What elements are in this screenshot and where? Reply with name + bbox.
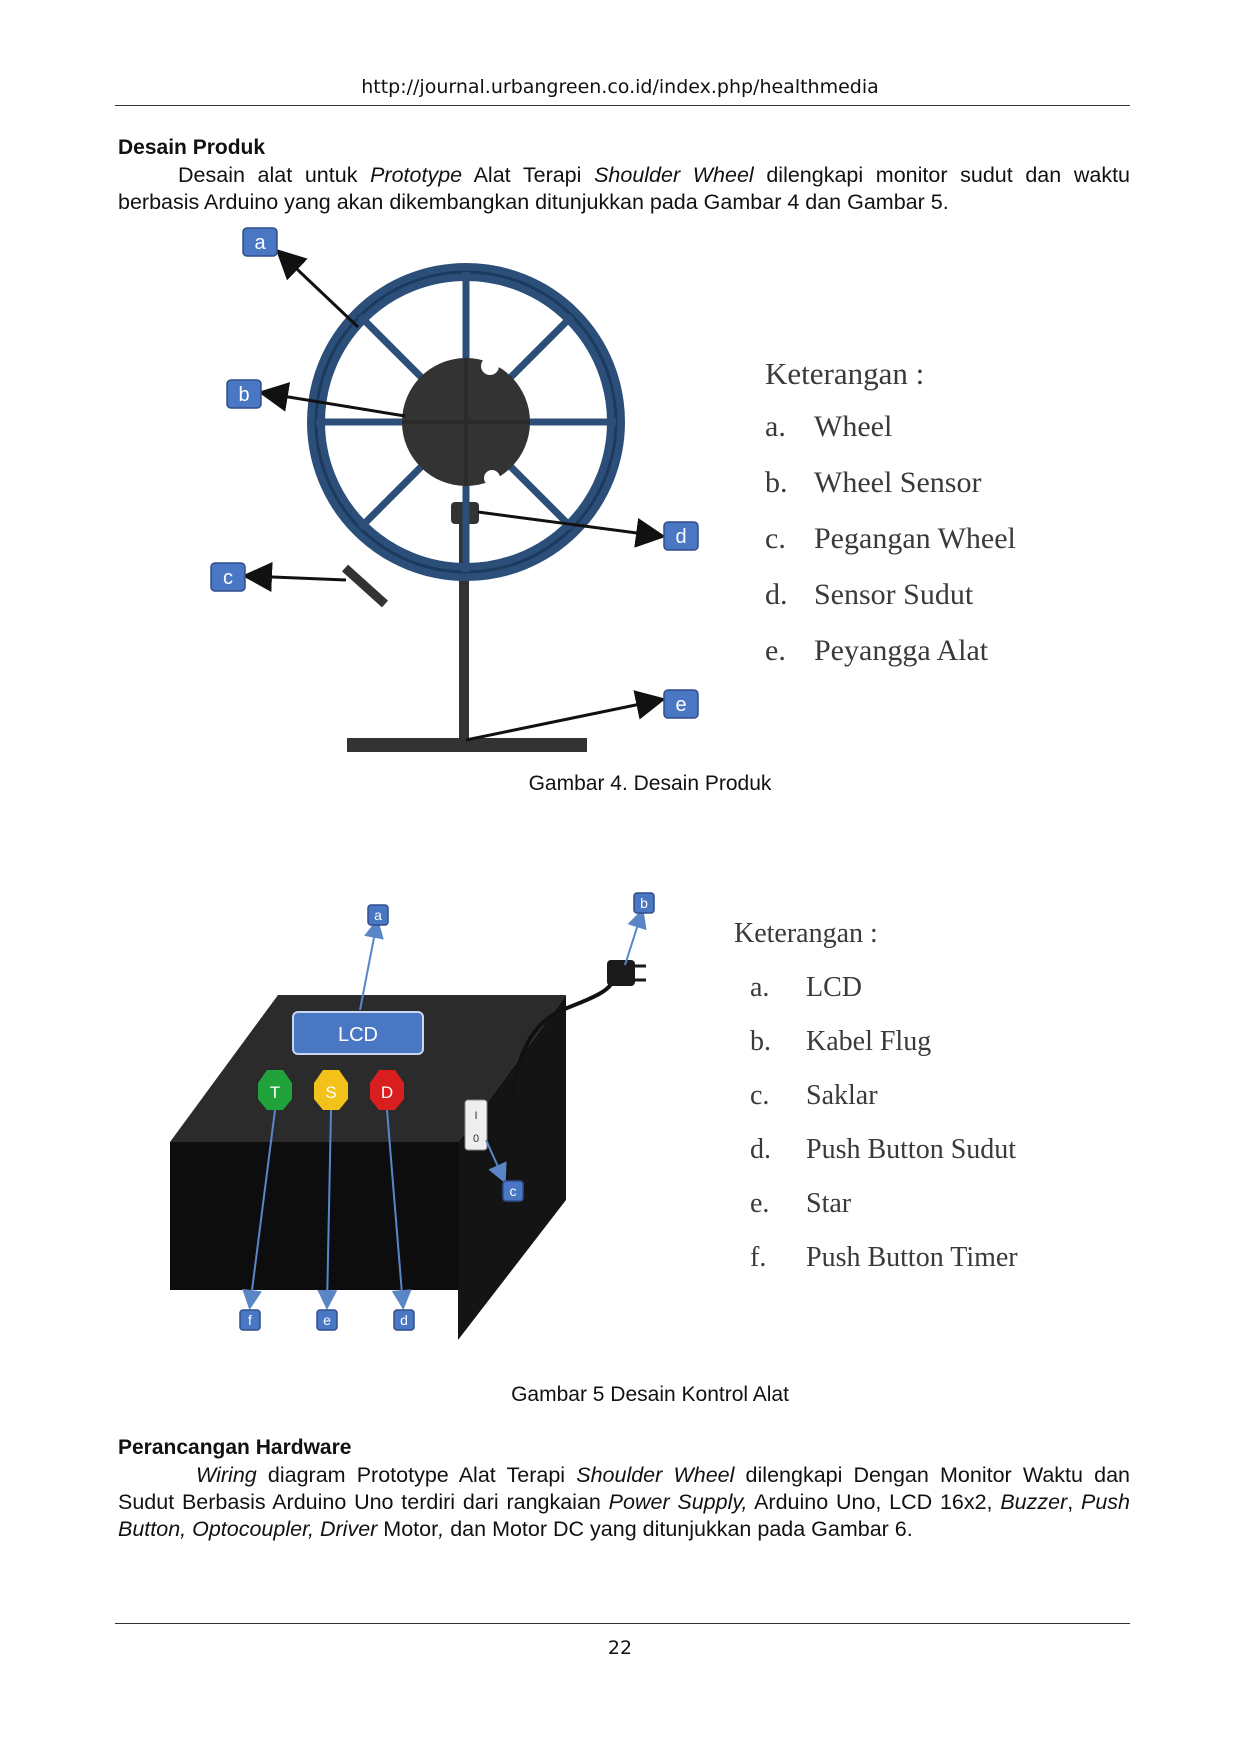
tag-d (664, 522, 698, 550)
wheel-handle (345, 568, 385, 604)
svg-text:LCD: LCD (337, 1024, 379, 1046)
svg-text:a: a (254, 232, 266, 254)
tag-a (368, 905, 388, 925)
tag-b (634, 893, 654, 913)
tag-e (664, 690, 698, 718)
svg-text:c: c (509, 1183, 517, 1199)
legend-item: d. Sensor Sudut (765, 578, 974, 611)
angle-button (370, 1070, 404, 1110)
timer-button (258, 1070, 292, 1110)
tag-b (227, 380, 261, 408)
paragraph-perancangan-hardware: Wiring diagram Prototype Alat Terapi Shoulder Wheel dilengkapi Dengan Monitor Waktu dan Sudut Berbasis Arduino Uno terdiri dari rangkaian Power Supply, Arduino Uno, LCD 16x2, Buzzer, Push Button, Optocoupler, Driver Motor, dan Motor DC yang ditunjukkan pada Gambar 6. (118, 1463, 1131, 1541)
legend-item: c. Saklar (750, 1080, 878, 1111)
svg-text:b: b (640, 895, 648, 911)
svg-text:b: b (238, 384, 250, 406)
legend-item: b. Wheel Sensor (765, 466, 982, 499)
tag-a (243, 228, 277, 256)
tag-c (211, 563, 245, 591)
arrow-e (466, 700, 660, 740)
legend-item: f. Push Button Timer (750, 1242, 1018, 1273)
legend-item: a. Wheel (765, 410, 893, 443)
tag-d (394, 1310, 414, 1330)
section-title-perancangan-hardware: Perancangan Hardware (118, 1436, 352, 1459)
arrow-b (264, 393, 405, 416)
svg-text:T: T (269, 1083, 281, 1102)
legend-item: a. LCD (750, 972, 862, 1003)
arrow-b (625, 912, 642, 965)
arrow-c (248, 576, 346, 580)
footer-rule (115, 1623, 1130, 1624)
page-number: 22 (607, 1637, 633, 1659)
start-button (314, 1070, 348, 1110)
legend-item: c. Pegangan Wheel (765, 522, 1016, 555)
svg-text:d: d (400, 1312, 408, 1328)
header-rule (115, 105, 1130, 106)
power-plug (607, 960, 646, 986)
tag-e (317, 1310, 337, 1330)
legend-title: Keterangan : (734, 918, 878, 949)
running-header-url: http://journal.urbangreen.co.id/index.php/healthmedia (361, 76, 879, 98)
legend-title: Keterangan : (765, 356, 925, 391)
legend-item: b. Kabel Flug (750, 1026, 932, 1057)
svg-text:f: f (248, 1312, 252, 1328)
figure-5-control-design (160, 880, 680, 1340)
legend-item: e. Peyangga Alat (765, 634, 989, 667)
section-title-desain-produk: Desain Produk (118, 136, 266, 159)
wheel-sensor-disc (402, 357, 530, 486)
lcd-display (293, 1012, 423, 1054)
paragraph-desain-produk: Desain alat untuk Prototype Alat Terapi Shoulder Wheel dilengkapi monitor sudut dan waktu berbasis Arduino yang akan dikembangkan ditunjukkan pada Gambar 4 dan Gambar 5. (118, 163, 1131, 214)
legend-item: e. Star (750, 1188, 852, 1219)
svg-text:d: d (675, 526, 687, 548)
figure-5-legend (734, 918, 1018, 1296)
svg-text:e: e (323, 1312, 331, 1328)
figure-5-caption: Gambar 5 Desain Kontrol Alat (511, 1383, 789, 1406)
tag-c (503, 1181, 523, 1201)
svg-text:0: 0 (472, 1133, 480, 1145)
svg-text:I: I (474, 1110, 478, 1122)
svg-text:S: S (325, 1083, 337, 1102)
figure-4-product-design (200, 222, 720, 762)
svg-text:c: c (223, 567, 233, 589)
tag-f (240, 1310, 260, 1330)
svg-text:e: e (675, 694, 687, 716)
svg-text:D: D (380, 1083, 394, 1102)
figure-4-caption: Gambar 4. Desain Produk (528, 772, 772, 795)
arrow-a (280, 253, 358, 327)
power-switch (465, 1100, 487, 1150)
svg-text:a: a (374, 907, 382, 923)
figure-4-legend (765, 356, 1016, 690)
legend-item: d. Push Button Sudut (750, 1134, 1017, 1165)
